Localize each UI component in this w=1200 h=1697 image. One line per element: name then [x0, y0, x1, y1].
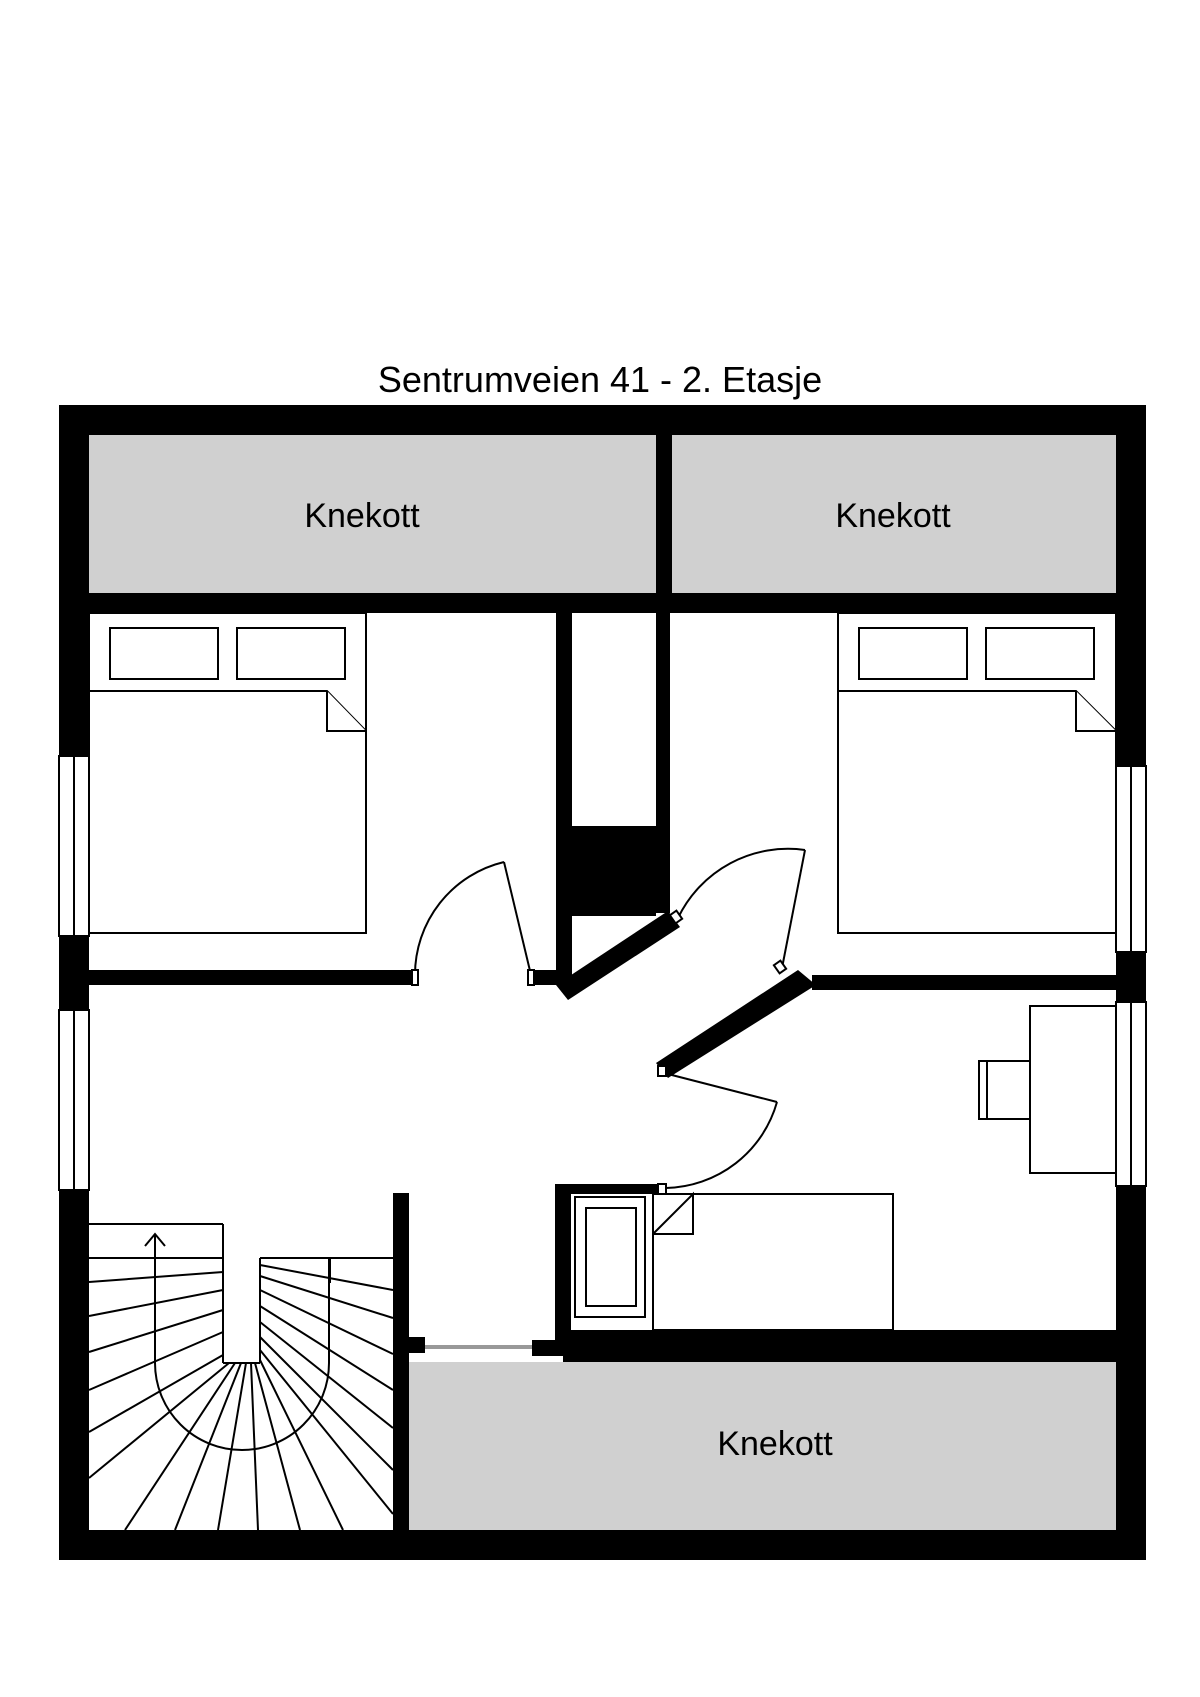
wall-bottom-door-stub: [532, 1340, 563, 1356]
double-bed-2: [838, 613, 1116, 933]
wall-bedroom2-bottom: [812, 975, 1116, 990]
wall-room3-left: [555, 1184, 571, 1352]
plan-title: Sentrumveien 41 - 2. Etasje: [377, 359, 823, 400]
closet-filled-block: [572, 826, 656, 916]
dresser-inner: [586, 1208, 636, 1306]
label-knekott-top-left: Knekott: [304, 497, 420, 535]
desk: [1030, 1006, 1116, 1173]
staircase: [89, 1224, 393, 1530]
pillow-1a: [110, 628, 218, 679]
wall-closet-right: [656, 613, 670, 913]
pillow-1b: [237, 628, 345, 679]
wall-room3-bottom: [563, 1330, 1116, 1362]
double-bed-1: [89, 613, 366, 933]
window-right-lower: [1116, 1002, 1146, 1186]
label-knekott-bottom: Knekott: [717, 1425, 833, 1463]
wall-diagonal-closet: [556, 911, 680, 1000]
wall-knekott-bottom-edge: [89, 593, 1116, 613]
window-right-upper: [1116, 766, 1146, 952]
door-bedroom2: [670, 849, 805, 974]
pillow-2b: [986, 628, 1094, 679]
label-knekott-top-right: Knekott: [835, 497, 951, 535]
wall-bedroom1-bottom: [89, 970, 415, 985]
wall-bedroom1-door-stub: [532, 970, 562, 985]
window-left-lower: [59, 1010, 89, 1190]
wall-diagonal-bedroom2: [656, 970, 816, 1078]
wall-room3-top: [555, 1184, 659, 1194]
wall-stair-door-stub: [409, 1337, 425, 1353]
door-bedroom1: [412, 862, 534, 985]
wall-knekott-divider: [656, 435, 672, 593]
window-left-upper: [59, 756, 89, 936]
wall-stair-right: [393, 1193, 409, 1530]
desk-chair: [979, 1061, 1030, 1119]
single-bed: [653, 1194, 893, 1330]
pillow-2a: [859, 628, 967, 679]
wall-closet-left: [556, 613, 572, 985]
door-room3: [658, 1066, 777, 1194]
